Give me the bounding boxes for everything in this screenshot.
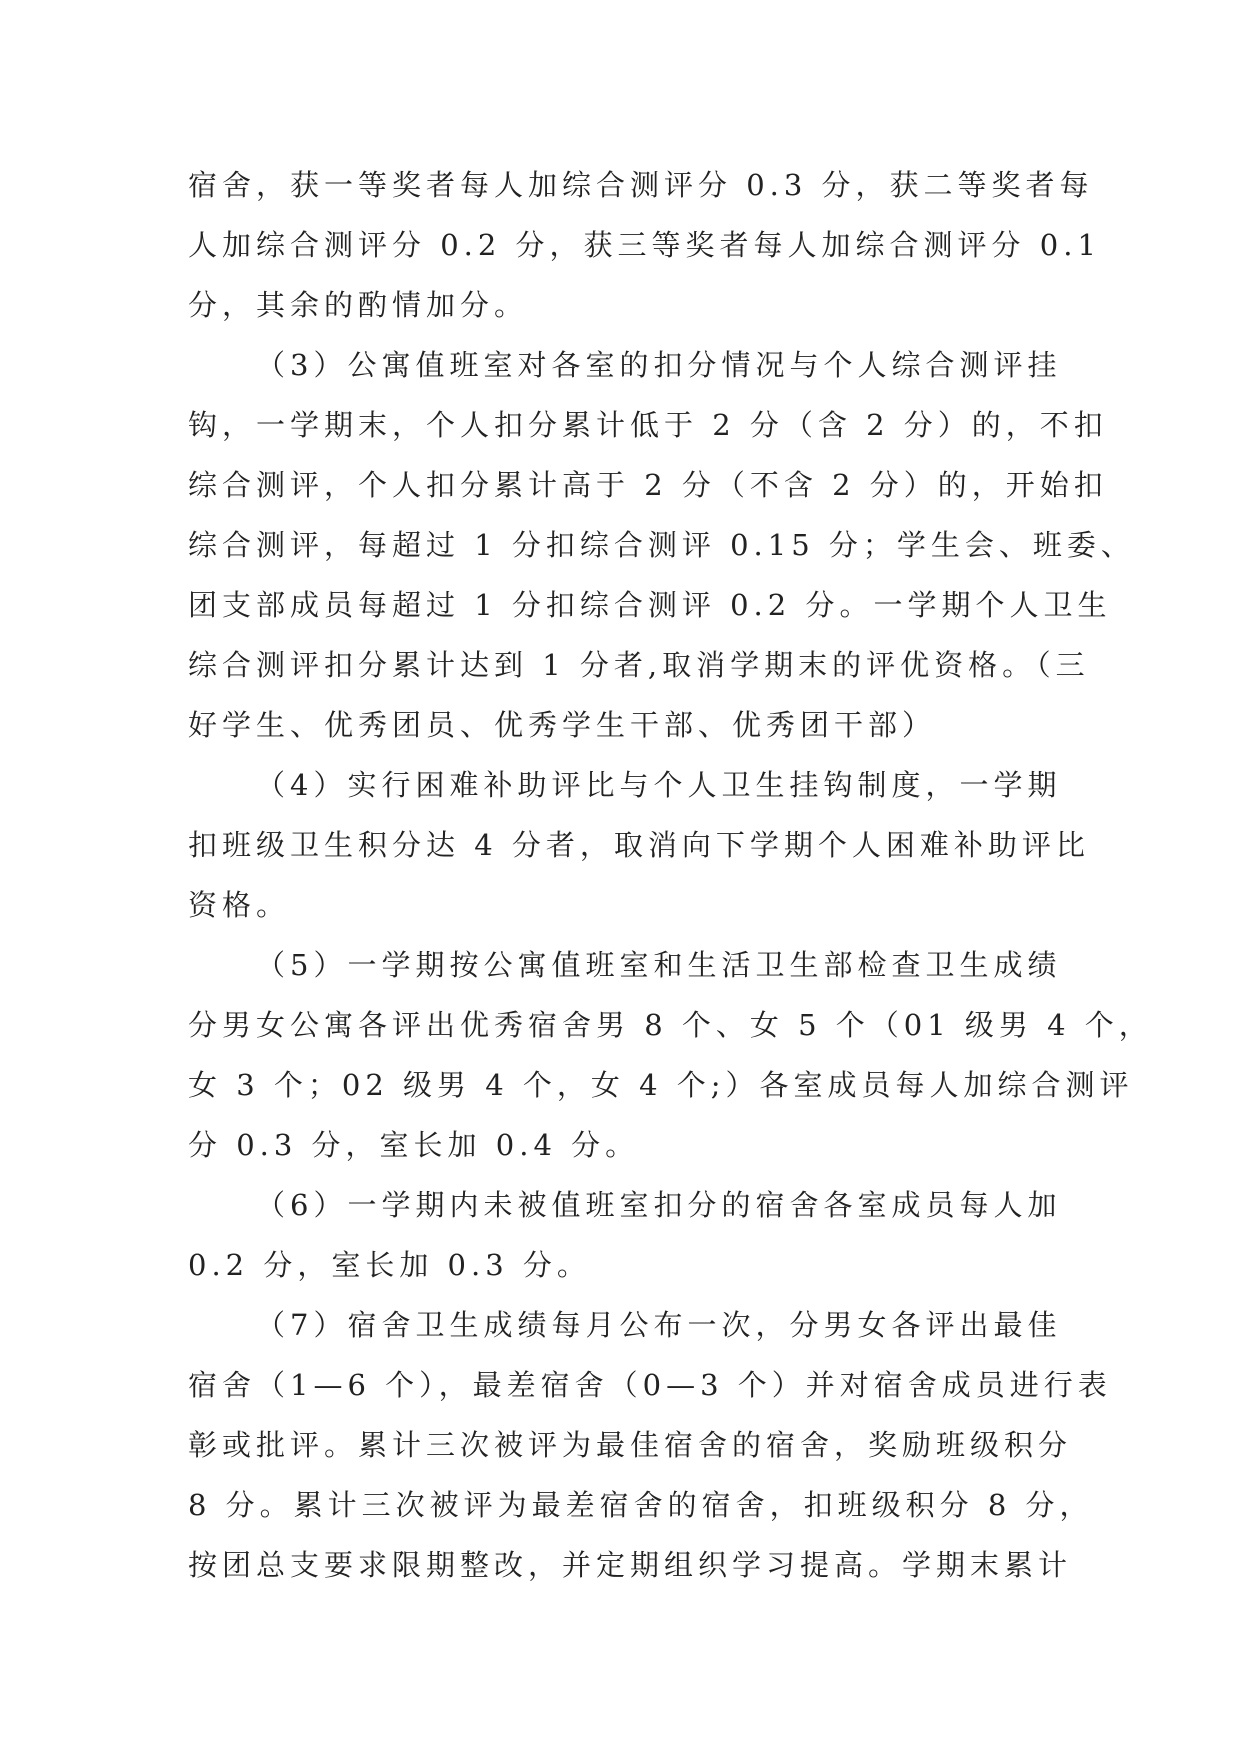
paragraph-start-5: （5）一学期按公寓值班室和生活卫生部检查卫生成绩 (256, 948, 1062, 982)
text-line: 资格。 (188, 888, 291, 922)
text-line: 彰或批评。累计三次被评为最佳宿舍的宿舍，奖励班级积分 (188, 1428, 1073, 1462)
text-line: 分，其余的酌情加分。 (188, 288, 529, 322)
text-line: 扣班级卫生积分达 4 分者，取消向下学期个人困难补助评比 (188, 828, 1090, 862)
text-line: 团支部成员每超过 1 分扣综合测评 0.2 分。一学期个人卫生 (188, 588, 1112, 622)
text-line: 综合测评扣分累计达到 1 分者,取消学期末的评优资格。（三 (188, 648, 1090, 682)
body-text (188, 155, 1153, 1595)
paragraph-start-6: （6）一学期内未被值班室扣分的宿舍各室成员每人加 (256, 1188, 1062, 1222)
text-line: 好学生、优秀团员、优秀学生干部、优秀团干部） (188, 708, 937, 742)
paragraph-start-4: （4）实行困难补助评比与个人卫生挂钩制度，一学期 (256, 768, 1062, 802)
text-line: 人加综合测评分 0.2 分，获三等奖者每人加综合测评分 0.1 (188, 228, 1101, 262)
text-line: 8 分。累计三次被评为最差宿舍的宿舍，扣班级积分 8 分， (188, 1488, 1094, 1522)
text-line: 0.2 分，室长加 0.3 分。 (188, 1248, 591, 1282)
paragraph-start-3: （3）公寓值班室对各室的扣分情况与个人综合测评挂 (256, 348, 1062, 382)
text-line: 分 0.3 分，室长加 0.4 分。 (188, 1128, 640, 1162)
text-line: 宿舍，获一等奖者每人加综合测评分 0.3 分，获二等奖者每 (188, 168, 1094, 202)
text-line: 综合测评，每超过 1 分扣综合测评 0.15 分；学生会、班委、 (188, 528, 1135, 562)
text-line: 综合测评，个人扣分累计高于 2 分（不含 2 分）的，开始扣 (188, 468, 1108, 502)
text-line: 分男女公寓各评出优秀宿舍男 8 个、女 5 个（01 级男 4 个， (188, 1008, 1153, 1042)
text-line: 按团总支要求限期整改，并定期组织学习提高。学期末累计 (188, 1548, 1073, 1582)
text-line: 钩，一学期末，个人扣分累计低于 2 分（含 2 分）的，不扣 (188, 408, 1108, 442)
paragraph-start-7: （7）宿舍卫生成绩每月公布一次，分男女各评出最佳 (256, 1308, 1062, 1342)
text-line: 宿舍（1—6 个），最差宿舍（0—3 个）并对宿舍成员进行表 (188, 1368, 1112, 1402)
text-line: 女 3 个；02 级男 4 个，女 4 个;）各室成员每人加综合测评 (188, 1068, 1134, 1102)
